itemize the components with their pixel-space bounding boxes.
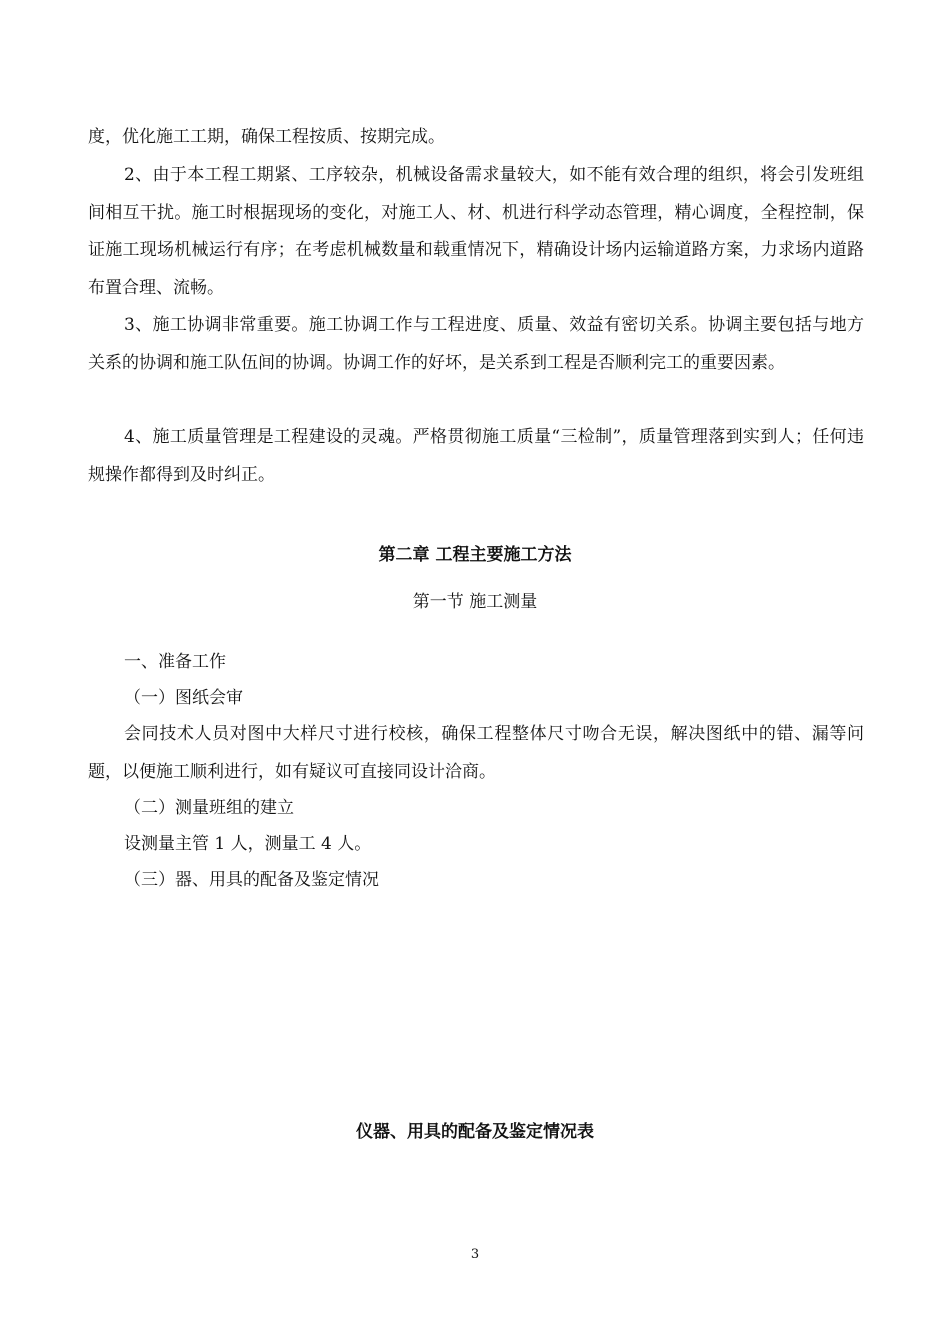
paragraph-item-2: 2、由于本工程工期紧、工序较杂，机械设备需求量较大，如不能有效合理的组织，将会引发班组间相互干扰。施工时根据现场的变化，对施工人、材、机进行科学动态管理，精心调度，全程控制，保证施工现场机械运行有序；在考虑机械数量和载重情况下，精确设计场内运输道路方案，力求场内道路布置合理、流畅。 — [88, 165, 864, 298]
section-title: 第一节 施工测量 — [412, 592, 538, 612]
subheading-survey-team: （二）测量班组的建立 — [124, 798, 294, 818]
paragraph-drawing-review: 会同技术人员对图中大样尺寸进行校核，确保工程整体尺寸吻合无误，解决图纸中的错、漏等问题，以便施工顺利进行，如有疑议可直接同设计洽商。 — [88, 724, 864, 782]
paragraph-continuation: 度，优化施工工期，确保工程按质、按期完成。 — [88, 127, 445, 147]
subheading-drawing-review: （一）图纸会审 — [124, 688, 243, 708]
paragraph-item-4: 4、施工质量管理是工程建设的灵魂。严格贯彻施工质量“三检制”，质量管理落到实到人；任何违规操作都得到及时纠正。 — [88, 427, 864, 485]
table-title: 仪器、用具的配备及鉴定情况表 — [356, 1122, 594, 1142]
subheading-instruments: （三）器、用具的配备及鉴定情况 — [124, 870, 379, 890]
paragraph-survey-team: 设测量主管 1 人，测量工 4 人。 — [124, 834, 372, 854]
paragraph-item-3: 3、施工协调非常重要。施工协调工作与工程进度、质量、效益有密切关系。协调主要包括与地方关系的协调和施工队伍间的协调。协调工作的好坏，是关系到工程是否顺利完工的重要因素。 — [88, 315, 864, 373]
chapter-title: 第二章 工程主要施工方法 — [378, 545, 572, 565]
heading-preparation: 一、准备工作 — [124, 652, 226, 672]
page-number: 3 — [470, 1247, 480, 1262]
